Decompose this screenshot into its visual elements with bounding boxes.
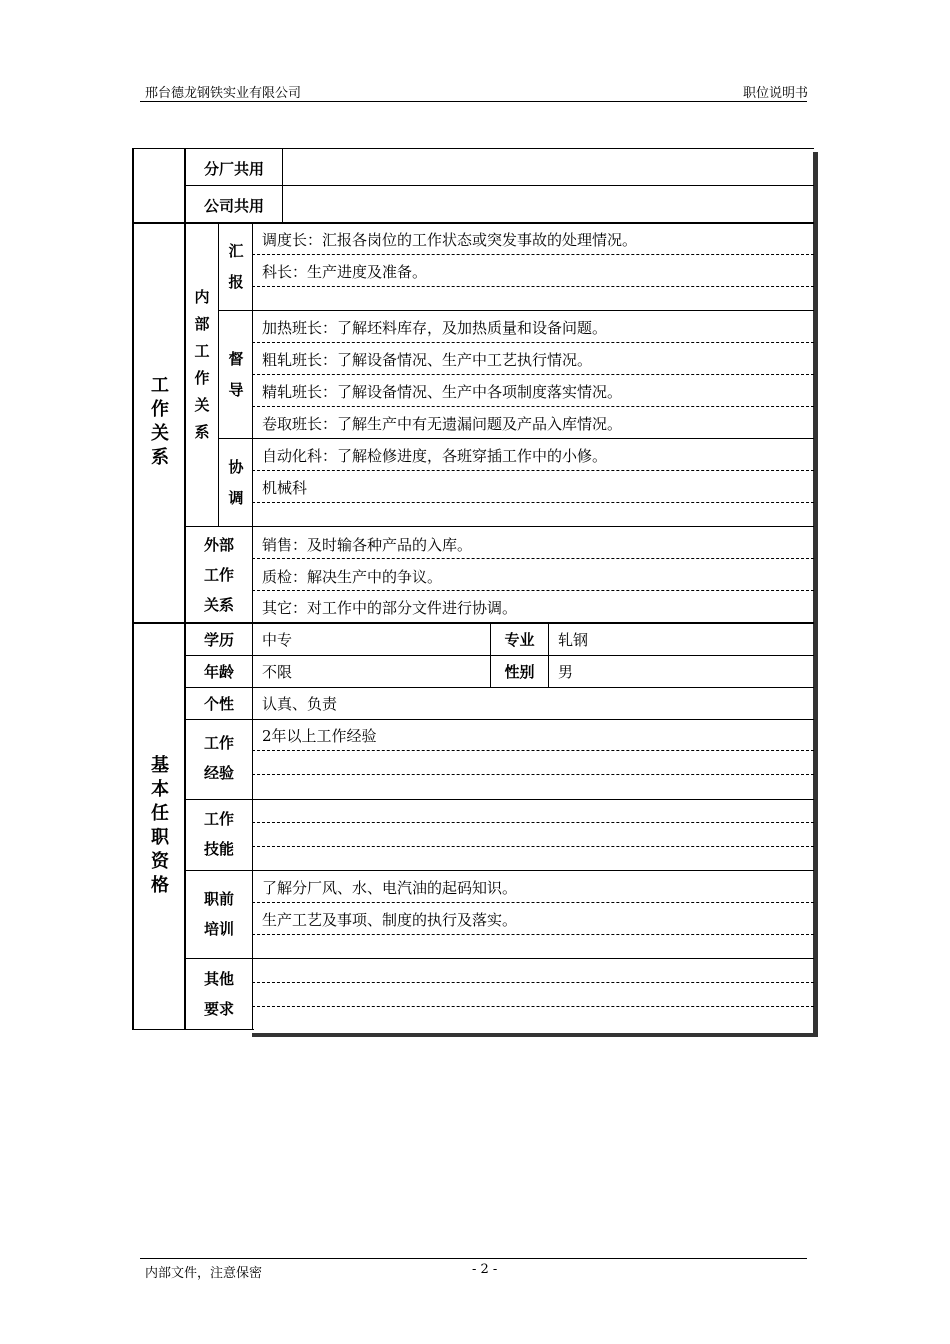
table-shadow-bottom <box>252 1033 818 1037</box>
dashed-line <box>252 470 814 471</box>
table-shadow-right <box>813 152 818 1037</box>
footer-divider <box>140 1258 807 1259</box>
supervise-label: 督 导 <box>228 350 244 399</box>
supervise-line: 加热班长：了解坯料库存，及加热质量和设备问题。 <box>262 319 608 337</box>
skills-label: 工作 技能 <box>203 810 234 858</box>
dashed-line <box>252 1006 814 1007</box>
personality-label: 个性 <box>203 695 234 713</box>
row-line <box>184 185 814 186</box>
row-line <box>184 799 814 800</box>
section-line <box>132 222 814 224</box>
dashed-line <box>252 934 814 935</box>
work-relations-section-label: 工 作 关 系 <box>151 375 169 468</box>
row-line <box>184 870 814 871</box>
row-line <box>184 719 814 720</box>
dashed-line <box>252 286 814 287</box>
dashed-line <box>252 502 814 503</box>
experience-line: 2年以上工作经验 <box>262 727 377 745</box>
gender-value: 男 <box>558 663 574 681</box>
personality-value: 认真、负责 <box>262 695 338 713</box>
row-line <box>184 687 814 688</box>
row-line <box>218 438 814 439</box>
supervise-line: 精轧班长：了解设备情况、生产中各项制度落实情况。 <box>262 383 623 401</box>
external-line: 销售：及时输各种产品的入库。 <box>262 536 473 554</box>
dashed-line <box>252 774 814 775</box>
row-line <box>184 526 814 527</box>
company-shared-label: 公司共用 <box>203 197 264 215</box>
section-line <box>132 622 814 624</box>
coordinate-line: 机械科 <box>262 479 308 497</box>
document-title: 职位说明书 <box>742 86 808 101</box>
dashed-line <box>252 590 814 591</box>
col-line <box>282 148 283 222</box>
dashed-line <box>252 374 814 375</box>
other-requirements-label: 其他 要求 <box>203 970 234 1018</box>
row-line <box>218 310 814 311</box>
dashed-line <box>252 558 814 559</box>
coordinate-label: 协 调 <box>228 458 244 507</box>
training-label: 职前 培训 <box>203 890 234 938</box>
gender-label: 性别 <box>504 663 535 681</box>
report-line: 调度长：汇报各岗位的工作状态或突发事故的处理情况。 <box>262 231 638 249</box>
confidential-note: 内部文件，注意保密 <box>145 1266 263 1281</box>
report-label: 汇 报 <box>228 242 244 291</box>
dashed-line <box>252 902 814 903</box>
age-label: 年龄 <box>203 663 234 681</box>
col-line <box>252 222 253 1030</box>
frame-bottom <box>132 1029 254 1030</box>
age-value: 不限 <box>262 663 293 681</box>
external-line: 质检：解决生产中的争议。 <box>262 568 443 586</box>
dashed-line <box>252 342 814 343</box>
branch-shared-label: 分厂共用 <box>203 160 264 178</box>
major-value: 轧钢 <box>558 631 589 649</box>
page-number: - 2 - <box>472 1262 498 1277</box>
header-divider <box>140 101 807 102</box>
row-line <box>184 958 814 959</box>
frame-top <box>132 148 814 149</box>
external-line: 其它：对工作中的部分文件进行协调。 <box>262 599 518 617</box>
dashed-line <box>252 254 814 255</box>
dashed-line <box>252 822 814 823</box>
supervise-line: 卷取班长：了解生产中有无遗漏问题及产品入库情况。 <box>262 415 623 433</box>
dashed-line <box>252 406 814 407</box>
frame-left <box>132 148 134 1030</box>
education-label: 学历 <box>203 631 234 649</box>
external-relations-label: 外部 工作 关系 <box>203 536 234 614</box>
dashed-line <box>252 846 814 847</box>
row-line <box>184 655 814 656</box>
major-label: 专业 <box>504 631 535 649</box>
dashed-line <box>252 750 814 751</box>
report-line: 科长：生产进度及准备。 <box>262 263 428 281</box>
coordinate-line: 自动化科：了解检修进度，各班穿插工作中的小修。 <box>262 447 608 465</box>
experience-label: 工作 经验 <box>203 734 234 782</box>
education-value: 中专 <box>262 631 293 649</box>
company-name: 邢台德龙钢铁实业有限公司 <box>145 86 302 101</box>
supervise-line: 粗轧班长：了解设备情况、生产中工艺执行情况。 <box>262 351 593 369</box>
training-line: 生产工艺及事项、制度的执行及落实。 <box>262 911 518 929</box>
internal-relations-label: 内 部 工 作 关 系 <box>194 288 210 441</box>
col-line <box>218 222 219 526</box>
training-line: 了解分厂风、水、电汽油的起码知识。 <box>262 879 518 897</box>
dashed-line <box>252 982 814 983</box>
qualifications-section-label: 基 本 任 职 资 格 <box>151 755 169 896</box>
